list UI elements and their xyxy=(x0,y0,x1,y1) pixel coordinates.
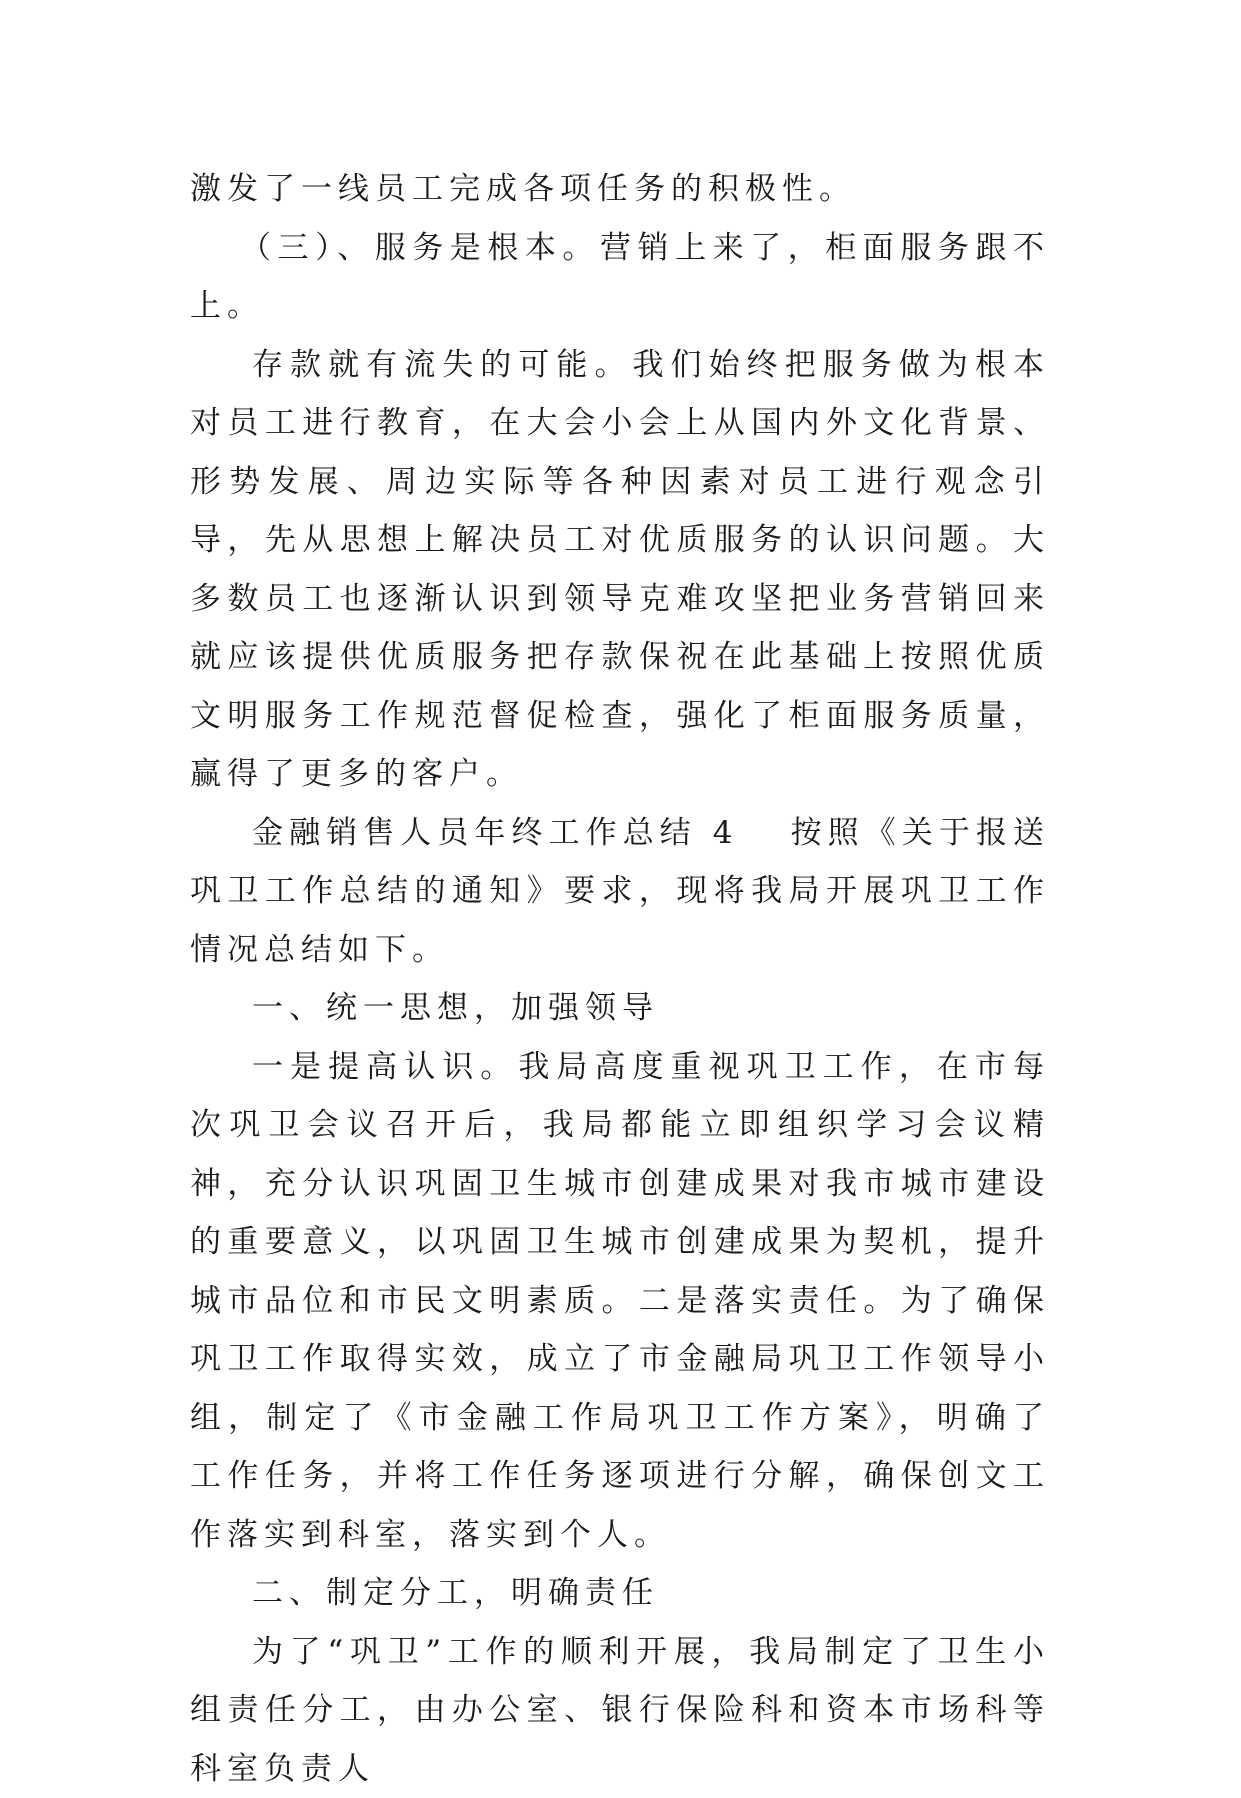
paragraph: 激发了一线员工完成各项任务的积极性。 xyxy=(190,160,1050,219)
paragraph: 存款就有流失的可能。我们始终把服务做为根本对员工进行教育，在大会小会上从国内外文化背景、形势发展、周边实际等各种因素对员工进行观念引导，先从思想上解决员工对优质服务的认识问题。大多数员工也逐渐认识到领导克难攻坚把业务营销回来就应该提供优质服务把存款保祝在此基础上按照优质文明服务工作规范督促检查，强化了柜面服务质量，赢得了更多的客户。 xyxy=(190,336,1050,804)
paragraph-text: 按照《关于报送巩卫工作总结的通知》要求，现将我局开展巩卫工作情况总结如下。 xyxy=(190,815,1050,968)
section-heading: 一、统一思想，加强领导 xyxy=(190,979,1050,1038)
paragraph xyxy=(190,804,1050,980)
document-body xyxy=(190,160,1050,1798)
paragraph: 一是提高认识。我局高度重视巩卫工作，在市每次巩卫会议召开后，我局都能立即组织学习会议精神，充分认识巩固卫生城市创建成果对我市城市建设的重要意义，以巩固卫生城市创建成果为契机，提升城市品位和市民文明素质。二是落实责任。为了确保巩卫工作取得实效，成立了市金融局巩卫工作领导小组，制定了《市金融工作局巩卫工作方案》，明确了工作任务，并将工作任务逐项进行分解，确保创文工作落实到科室，落实到个人。 xyxy=(190,1038,1050,1565)
section-heading: （三）、服务是根本。营销上来了，柜面服务跟不上。 xyxy=(190,219,1050,336)
section-heading: 二、制定分工，明确责任 xyxy=(190,1564,1050,1623)
document-subtitle: 金融销售人员年终工作总结 4 xyxy=(252,815,739,851)
paragraph: 为了“巩卫”工作的顺利开展，我局制定了卫生小组责任分工，由办公室、银行保险科和资本市场科等科室负责人 xyxy=(190,1623,1050,1798)
